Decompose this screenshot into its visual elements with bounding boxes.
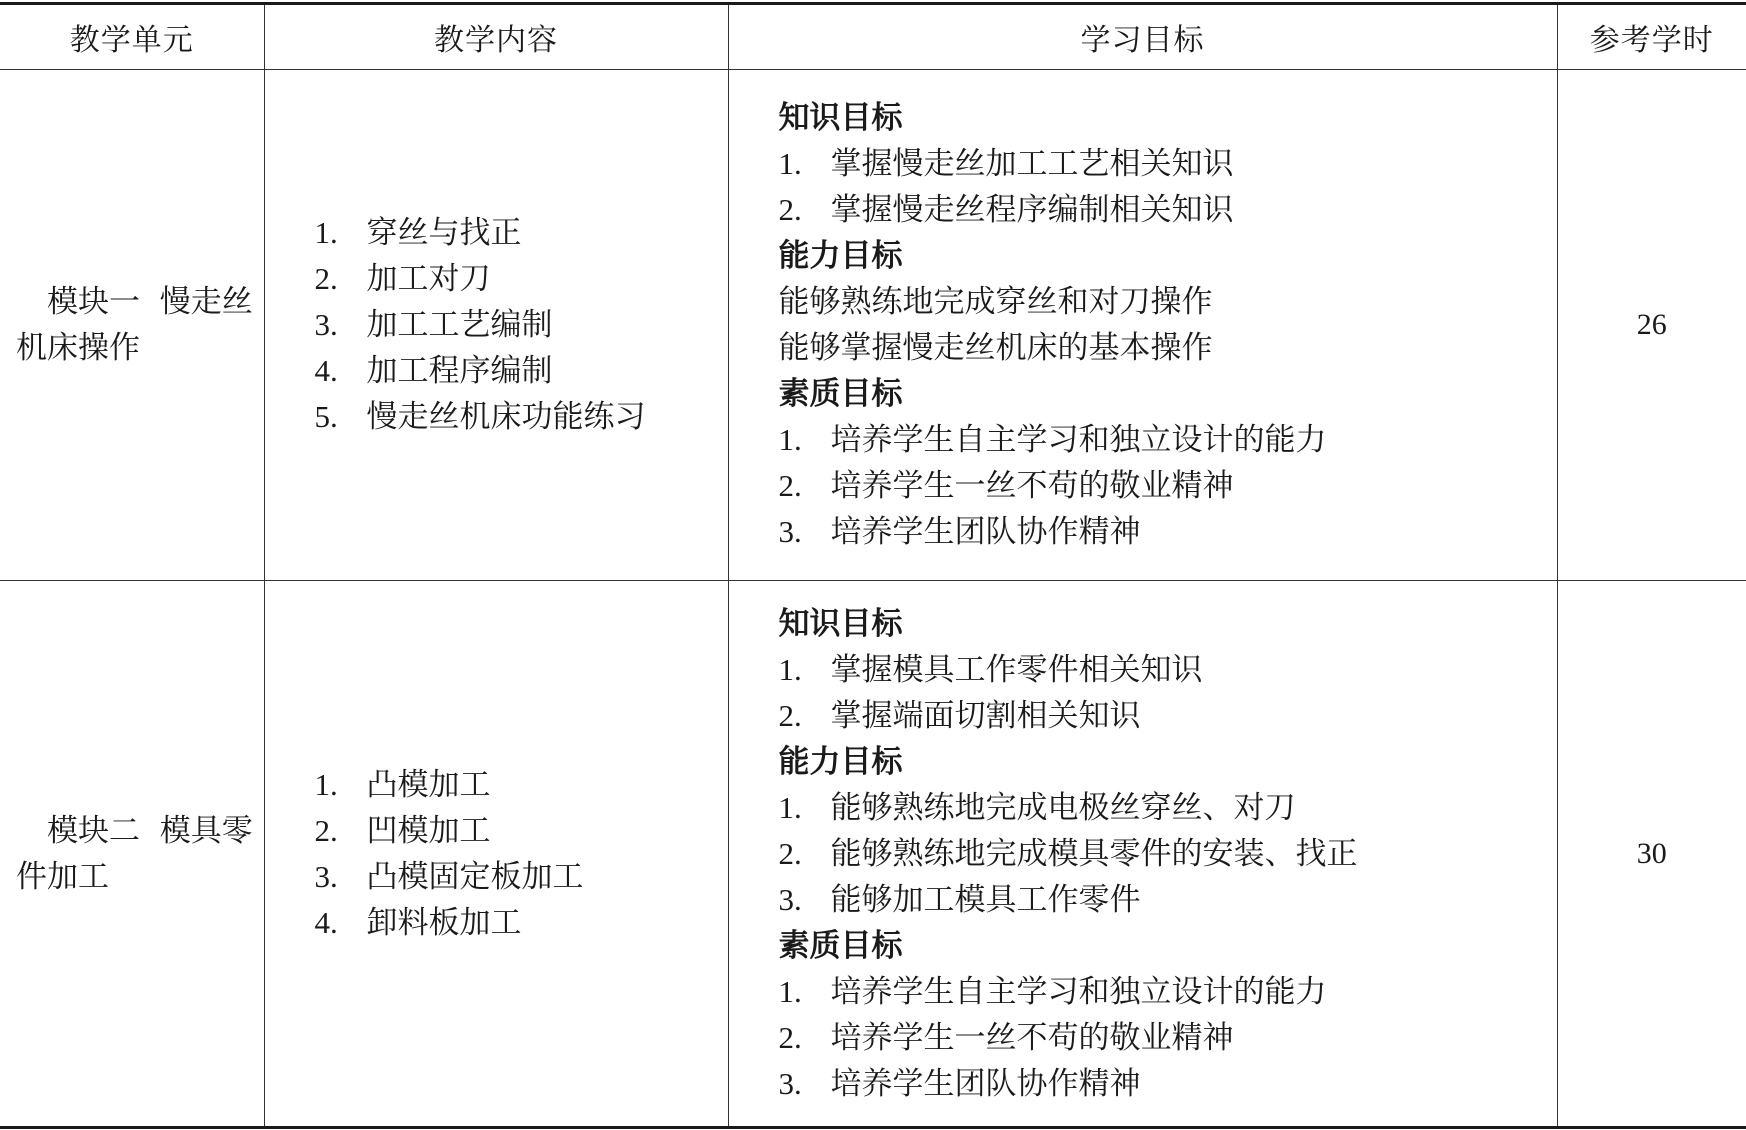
objective-list (779, 969, 1557, 1107)
objective-item: 3. 培养学生团队协作精神 (778, 1065, 1141, 1102)
content-item: 3. 加工工艺编制 (314, 307, 553, 343)
objective-list (779, 647, 1557, 739)
header-content: 教学内容 (264, 4, 728, 70)
objective-list (779, 417, 1557, 555)
unit-name: 模块二 模具零件加工 (16, 812, 253, 895)
content-cell (264, 70, 728, 581)
objective-group-title: 能力目标 (778, 238, 903, 274)
objective-item: 2. 培养学生一丝不苟的敬业精神 (778, 1019, 1234, 1056)
objective-item: 能够掌握慢走丝机床的基本操作 (778, 330, 1213, 366)
content-item: 5. 慢走丝机床功能练习 (314, 399, 646, 435)
objective-list (779, 785, 1557, 923)
objective-group-title: 素质目标 (778, 376, 903, 412)
header-hours: 参考学时 (1557, 4, 1746, 70)
table-row (0, 70, 1746, 581)
content-list (315, 762, 728, 946)
objective-item: 2. 掌握慢走丝程序编制相关知识 (778, 192, 1234, 228)
objective-group-title: 知识目标 (778, 605, 903, 642)
objective-list (779, 279, 1557, 371)
unit-cell (0, 581, 264, 1128)
objective-item: 能够熟练地完成穿丝和对刀操作 (778, 284, 1213, 320)
table-row (0, 581, 1746, 1128)
hours-cell: 30 (1557, 581, 1746, 1128)
unit-cell (0, 70, 264, 581)
content-list (315, 210, 728, 440)
objective-item: 2. 掌握端面切割相关知识 (778, 697, 1141, 734)
content-item: 2. 加工对刀 (314, 261, 491, 297)
objective-item: 1. 掌握模具工作零件相关知识 (778, 651, 1203, 688)
hours-cell: 26 (1557, 70, 1746, 581)
header-objectives: 学习目标 (728, 4, 1557, 70)
objective-item: 2. 能够熟练地完成模具零件的安装、找正 (778, 835, 1358, 872)
header-row (0, 4, 1746, 70)
objectives-cell (728, 581, 1557, 1128)
content-item: 3. 凸模固定板加工 (314, 858, 584, 895)
objective-item: 2. 培养学生一丝不苟的敬业精神 (778, 468, 1234, 504)
objective-item: 1. 培养学生自主学习和独立设计的能力 (778, 973, 1327, 1010)
objective-item: 1. 培养学生自主学习和独立设计的能力 (778, 422, 1327, 458)
content-item: 1. 穿丝与找正 (314, 215, 522, 251)
objective-item: 3. 培养学生团队协作精神 (778, 514, 1141, 550)
content-item: 2. 凹模加工 (314, 812, 491, 849)
objective-group-title: 素质目标 (778, 927, 903, 964)
objective-item: 3. 能够加工模具工作零件 (778, 881, 1141, 918)
objective-item: 1. 掌握慢走丝加工工艺相关知识 (778, 146, 1234, 182)
curriculum-table (0, 2, 1746, 1129)
content-item: 1. 凸模加工 (314, 766, 491, 803)
objective-list (779, 141, 1557, 233)
content-item: 4. 加工程序编制 (314, 353, 553, 389)
objective-item: 1. 能够熟练地完成电极丝穿丝、对刀 (778, 789, 1296, 826)
content-cell (264, 581, 728, 1128)
objectives-cell (728, 70, 1557, 581)
header-unit: 教学单元 (0, 4, 264, 70)
objective-group-title: 知识目标 (778, 100, 903, 136)
content-item: 4. 卸料板加工 (314, 904, 522, 941)
unit-name: 模块一 慢走丝机床操作 (16, 284, 253, 366)
objective-group-title: 能力目标 (778, 743, 903, 780)
